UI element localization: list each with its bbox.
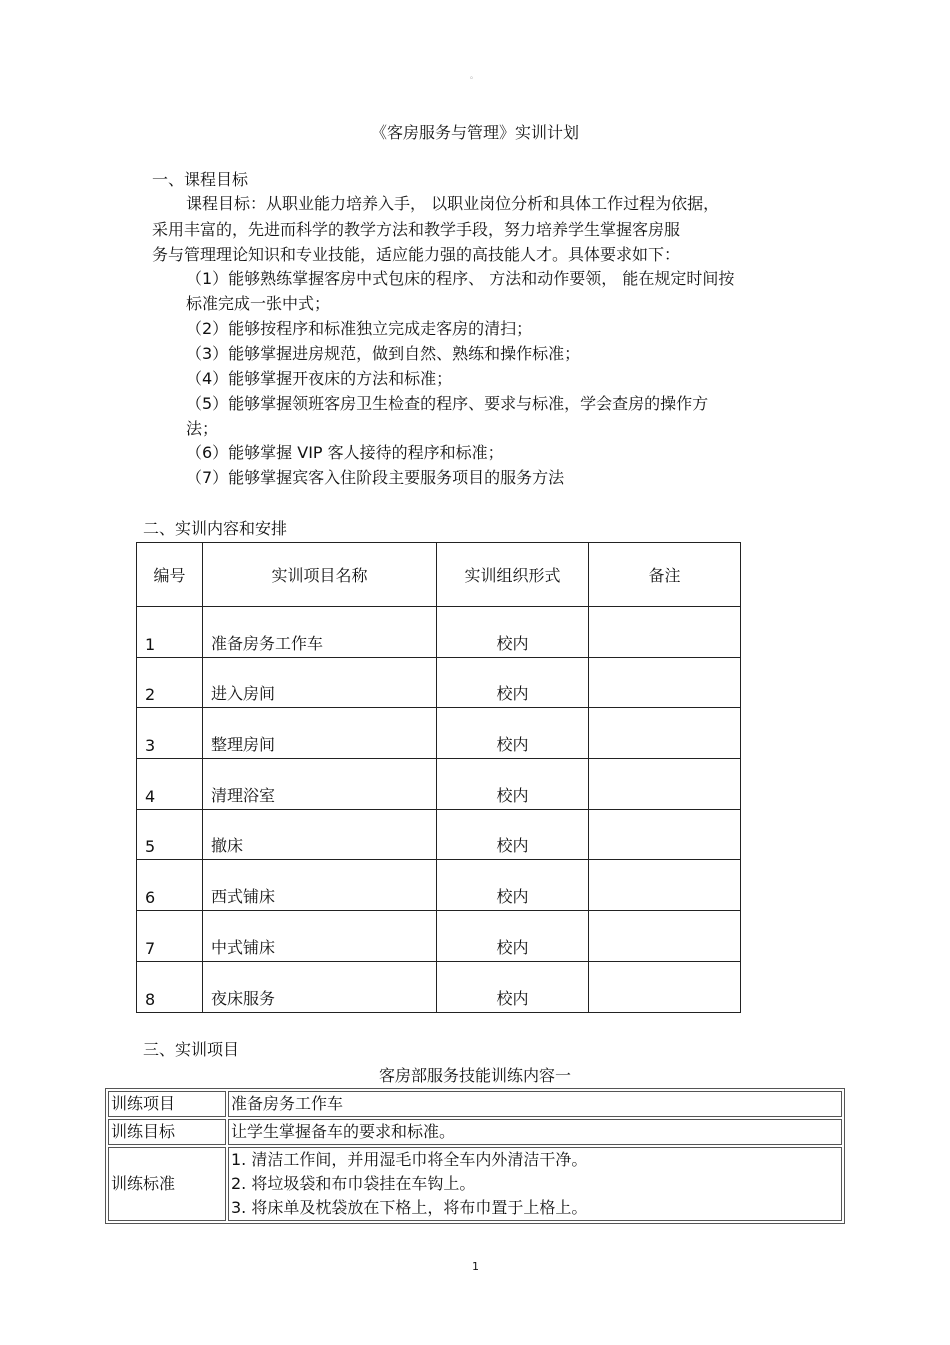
value-training-standard (228, 1147, 842, 1221)
standard-line: 1. 清洁工作间，并用湿毛巾将全车内外清洁干净。 (231, 1150, 588, 1169)
table-row (137, 708, 741, 759)
column-header-note: 备注 (589, 543, 741, 607)
cell-form: 校内 (437, 961, 589, 1012)
cell-form: 校内 (437, 809, 589, 860)
training-content-table (105, 1088, 845, 1224)
requirement-line: （1）能够熟练掌握客房中式包床的程序、 方法和动作要领， 能在规定时间按 (186, 269, 735, 288)
cell-note (589, 657, 741, 708)
cell-number: 1 (137, 607, 203, 658)
header-dot: 。 (470, 71, 478, 80)
section1-heading: 一、课程目标 (152, 170, 249, 189)
cell-name: 撤床 (203, 809, 437, 860)
cell-name: 清理浴室 (203, 759, 437, 810)
section3-heading: 三、实训项目 (143, 1040, 240, 1059)
standard-line: 2. 将垃圾袋和布巾袋挂在车钩上。 (231, 1174, 476, 1193)
standard-line: 3. 将床单及枕袋放在下格上，将布巾置于上格上。 (231, 1198, 588, 1217)
cell-number: 6 (137, 860, 203, 911)
table-row (108, 1119, 842, 1145)
cell-note (589, 607, 741, 658)
cell-name: 整理房间 (203, 708, 437, 759)
cell-number: 4 (137, 759, 203, 810)
column-header-name: 实训项目名称 (203, 543, 437, 607)
section2-heading: 二、实训内容和安排 (143, 519, 288, 538)
table-row (137, 657, 741, 708)
value-training-goal: 让学生掌握备车的要求和标准。 (228, 1119, 842, 1145)
page-title: 《客房服务与管理》实训计划 (370, 123, 579, 142)
label-training-item: 训练项目 (108, 1091, 226, 1117)
cell-note (589, 809, 741, 860)
cell-number: 2 (137, 657, 203, 708)
cell-form: 校内 (437, 759, 589, 810)
table-row (137, 860, 741, 911)
cell-name: 夜床服务 (203, 961, 437, 1012)
requirement-line: 法； (186, 419, 219, 438)
table-row (108, 1091, 842, 1117)
requirement-line: （5）能够掌握领班客房卫生检查的程序、要求与标准，学会查房的操作方 (186, 394, 709, 413)
training-subtitle: 客房部服务技能训练内容一 (378, 1066, 571, 1085)
section1-para-line: 务与管理理论知识和专业技能，适应能力强的高技能人才。具体要求如下： (152, 245, 681, 264)
cell-number: 7 (137, 911, 203, 962)
requirement-line: （2）能够按程序和标准独立完成走客房的清扫； (186, 319, 533, 338)
page-number: 1 (472, 1260, 479, 1273)
requirement-line: （4）能够掌握开夜床的方法和标准； (186, 369, 453, 388)
table-row (108, 1147, 842, 1221)
table-row (137, 759, 741, 810)
table-row (137, 809, 741, 860)
column-header-form: 实训组织形式 (437, 543, 589, 607)
cell-form: 校内 (437, 708, 589, 759)
cell-number: 8 (137, 961, 203, 1012)
label-training-goal: 训练目标 (108, 1119, 226, 1145)
section1-para-line: 采用丰富的，先进而科学的教学方法和教学手段，努力培养学生掌握客房服 (152, 220, 681, 239)
value-training-item: 准备房务工作车 (228, 1091, 842, 1117)
cell-form: 校内 (437, 607, 589, 658)
column-header-number: 编号 (137, 543, 203, 607)
table-row (137, 911, 741, 962)
cell-name: 准备房务工作车 (203, 607, 437, 658)
requirement-line: （7）能够掌握宾客入住阶段主要服务项目的服务方法 (186, 468, 565, 487)
cell-note (589, 860, 741, 911)
cell-note (589, 911, 741, 962)
table-row (137, 961, 741, 1012)
cell-number: 5 (137, 809, 203, 860)
cell-note (589, 961, 741, 1012)
table-header-row (137, 543, 741, 607)
requirement-line: 标准完成一张中式； (186, 294, 331, 313)
cell-number: 3 (137, 708, 203, 759)
cell-name: 西式铺床 (203, 860, 437, 911)
label-training-standard: 训练标准 (108, 1147, 226, 1221)
cell-note (589, 759, 741, 810)
requirement-line: （3）能够掌握进房规范，做到自然、熟练和操作标准； (186, 344, 581, 363)
table-row (137, 607, 741, 658)
cell-name: 进入房间 (203, 657, 437, 708)
cell-form: 校内 (437, 657, 589, 708)
cell-form: 校内 (437, 860, 589, 911)
cell-form: 校内 (437, 911, 589, 962)
section1-para-line: 课程目标：从职业能力培养入手， 以职业岗位分析和具体工作过程为依据， (186, 194, 720, 213)
training-plan-table (136, 542, 741, 1013)
cell-note (589, 708, 741, 759)
requirement-line: （6）能够掌握 VIP 客人接待的程序和标准； (186, 443, 504, 462)
cell-name: 中式铺床 (203, 911, 437, 962)
